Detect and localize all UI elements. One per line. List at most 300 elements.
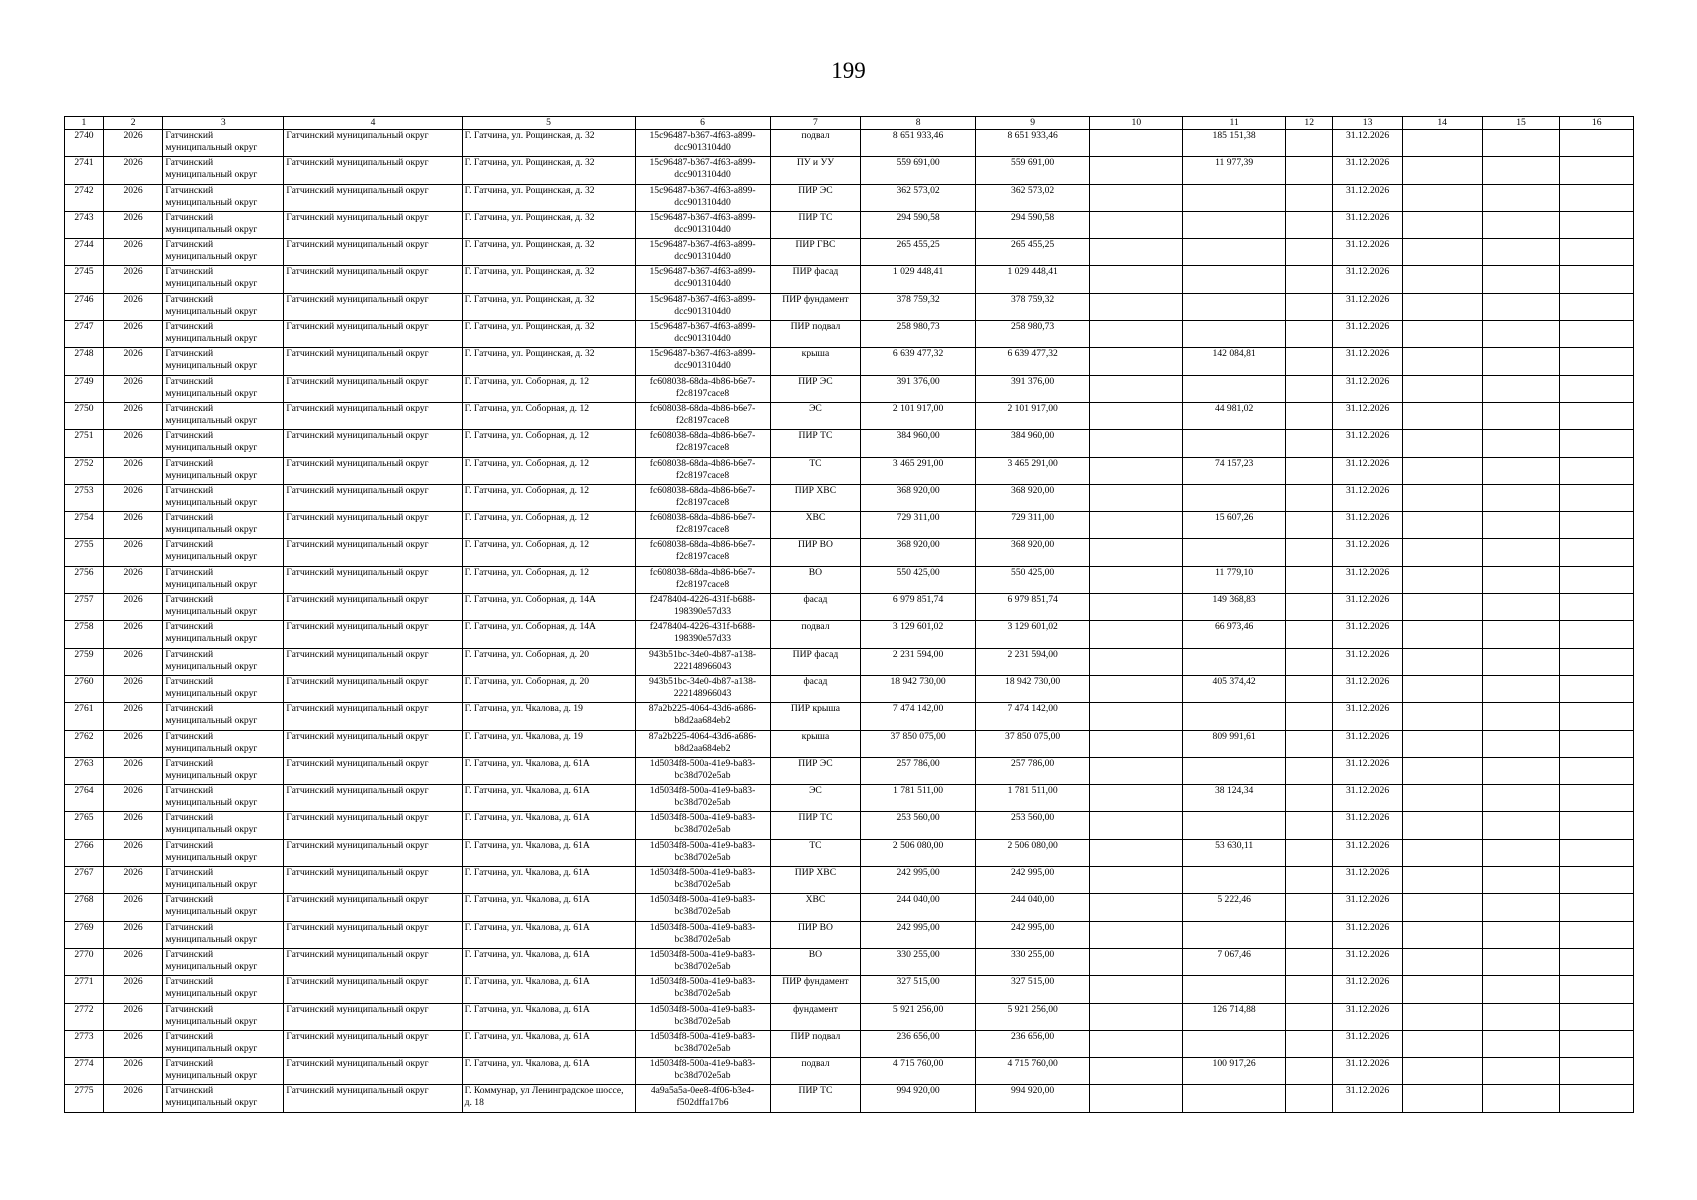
cell-col-8: 6 979 851,74 [861, 594, 976, 621]
cell-col-7: ТС [770, 457, 861, 484]
cell-col-15 [1482, 703, 1560, 730]
cell-col-13: 31.12.2026 [1333, 321, 1402, 348]
cell-col-5: Г. Гатчина, ул. Соборная, д. 20 [462, 648, 635, 675]
cell-col-12 [1285, 321, 1333, 348]
cell-col-7: ПИР ЭС [770, 757, 861, 784]
cell-col-5: Г. Гатчина, ул. Рощинская, д. 32 [462, 211, 635, 238]
cell-col-2: 2026 [103, 948, 162, 975]
cell-col-16 [1560, 621, 1634, 648]
cell-col-1: 2742 [65, 184, 104, 211]
table-row [65, 430, 1634, 457]
cell-col-7: ПИР ХВС [770, 484, 861, 511]
cell-col-5: Г. Гатчина, ул. Рощинская, д. 32 [462, 239, 635, 266]
cell-col-14 [1402, 484, 1482, 511]
table-row [65, 1058, 1634, 1085]
cell-col-9: 6 639 477,32 [975, 348, 1090, 375]
cell-col-5: Г. Гатчина, ул. Чкалова, д. 61А [462, 976, 635, 1003]
cell-col-9: 384 960,00 [975, 430, 1090, 457]
cell-col-5: Г. Гатчина, ул. Соборная, д. 14А [462, 594, 635, 621]
cell-col-10 [1090, 239, 1183, 266]
cell-col-4: Гатчинский муниципальный округ [284, 239, 462, 266]
cell-col-4: Гатчинский муниципальный округ [284, 621, 462, 648]
cell-col-9: 391 376,00 [975, 375, 1090, 402]
cell-col-3: Гатчинский муниципальный округ [163, 703, 284, 730]
cell-col-8: 2 231 594,00 [861, 648, 976, 675]
cell-col-16 [1560, 293, 1634, 320]
cell-col-10 [1090, 812, 1183, 839]
cell-col-16 [1560, 566, 1634, 593]
table-row [65, 539, 1634, 566]
cell-col-14 [1402, 867, 1482, 894]
cell-col-13: 31.12.2026 [1333, 293, 1402, 320]
cell-col-14 [1402, 894, 1482, 921]
cell-col-13: 31.12.2026 [1333, 976, 1402, 1003]
table-row [65, 1003, 1634, 1030]
cell-col-9: 4 715 760,00 [975, 1058, 1090, 1085]
cell-col-10 [1090, 184, 1183, 211]
cell-col-16 [1560, 130, 1634, 157]
cell-col-8: 362 573,02 [861, 184, 976, 211]
cell-col-15 [1482, 1030, 1560, 1057]
cell-col-15 [1482, 321, 1560, 348]
cell-col-3: Гатчинский муниципальный округ [163, 430, 284, 457]
cell-col-1: 2750 [65, 402, 104, 429]
cell-col-1: 2759 [65, 648, 104, 675]
column-header-13: 13 [1333, 117, 1402, 130]
cell-col-7: ПИР ТС [770, 812, 861, 839]
cell-col-2: 2026 [103, 839, 162, 866]
cell-col-11: 53 630,11 [1183, 839, 1286, 866]
cell-col-9: 1 781 511,00 [975, 785, 1090, 812]
cell-col-13: 31.12.2026 [1333, 948, 1402, 975]
cell-col-10 [1090, 457, 1183, 484]
cell-col-1: 2773 [65, 1030, 104, 1057]
cell-col-16 [1560, 757, 1634, 784]
cell-col-4: Гатчинский муниципальный округ [284, 785, 462, 812]
cell-col-15 [1482, 157, 1560, 184]
cell-col-9: 257 786,00 [975, 757, 1090, 784]
cell-col-1: 2748 [65, 348, 104, 375]
cell-col-11 [1183, 757, 1286, 784]
cell-col-4: Гатчинский муниципальный округ [284, 867, 462, 894]
cell-col-16 [1560, 512, 1634, 539]
cell-col-5: Г. Гатчина, ул. Чкалова, д. 61А [462, 1003, 635, 1030]
cell-col-3: Гатчинский муниципальный округ [163, 239, 284, 266]
cell-col-12 [1285, 457, 1333, 484]
column-header-14: 14 [1402, 117, 1482, 130]
cell-col-5: Г. Гатчина, ул. Соборная, д. 12 [462, 457, 635, 484]
cell-col-14 [1402, 457, 1482, 484]
cell-col-7: ПИР фасад [770, 648, 861, 675]
cell-col-3: Гатчинский муниципальный округ [163, 1003, 284, 1030]
table-row [65, 1085, 1634, 1112]
cell-col-7: ХВС [770, 512, 861, 539]
cell-col-11 [1183, 484, 1286, 511]
cell-col-1: 2767 [65, 867, 104, 894]
column-header-10: 10 [1090, 117, 1183, 130]
cell-col-12 [1285, 184, 1333, 211]
cell-col-4: Гатчинский муниципальный округ [284, 894, 462, 921]
cell-col-2: 2026 [103, 1058, 162, 1085]
cell-col-8: 3 129 601,02 [861, 621, 976, 648]
cell-col-6: fc608038-68da-4b86-b6e7-f2c8197cace8 [635, 566, 770, 593]
cell-col-7: ПИР ВО [770, 539, 861, 566]
cell-col-4: Гатчинский муниципальный округ [284, 839, 462, 866]
cell-col-2: 2026 [103, 566, 162, 593]
cell-col-9: 1 029 448,41 [975, 266, 1090, 293]
cell-col-9: 3 465 291,00 [975, 457, 1090, 484]
cell-col-10 [1090, 1085, 1183, 1112]
cell-col-9: 253 560,00 [975, 812, 1090, 839]
cell-col-9: 18 942 730,00 [975, 675, 1090, 702]
cell-col-11 [1183, 211, 1286, 238]
cell-col-2: 2026 [103, 157, 162, 184]
cell-col-2: 2026 [103, 512, 162, 539]
cell-col-5: Г. Гатчина, ул. Соборная, д. 12 [462, 512, 635, 539]
cell-col-10 [1090, 730, 1183, 757]
cell-col-15 [1482, 594, 1560, 621]
cell-col-15 [1482, 621, 1560, 648]
cell-col-1: 2746 [65, 293, 104, 320]
cell-col-2: 2026 [103, 375, 162, 402]
cell-col-5: Г. Гатчина, ул. Соборная, д. 12 [462, 484, 635, 511]
cell-col-14 [1402, 839, 1482, 866]
column-header-6: 6 [635, 117, 770, 130]
cell-col-15 [1482, 757, 1560, 784]
cell-col-11: 142 084,81 [1183, 348, 1286, 375]
column-header-3: 3 [163, 117, 284, 130]
cell-col-5: Г. Гатчина, ул. Чкалова, д. 61А [462, 1058, 635, 1085]
cell-col-11: 126 714,88 [1183, 1003, 1286, 1030]
cell-col-12 [1285, 812, 1333, 839]
cell-col-9: 236 656,00 [975, 1030, 1090, 1057]
cell-col-13: 31.12.2026 [1333, 812, 1402, 839]
cell-col-10 [1090, 211, 1183, 238]
cell-col-3: Гатчинский муниципальный округ [163, 976, 284, 1003]
cell-col-1: 2753 [65, 484, 104, 511]
table-row [65, 812, 1634, 839]
table-row [65, 402, 1634, 429]
table-row [65, 785, 1634, 812]
cell-col-1: 2757 [65, 594, 104, 621]
column-header-4: 4 [284, 117, 462, 130]
cell-col-14 [1402, 1003, 1482, 1030]
cell-col-9: 2 506 080,00 [975, 839, 1090, 866]
cell-col-15 [1482, 539, 1560, 566]
cell-col-5: Г. Гатчина, ул. Чкалова, д. 61А [462, 867, 635, 894]
cell-col-8: 242 995,00 [861, 921, 976, 948]
cell-col-3: Гатчинский муниципальный округ [163, 157, 284, 184]
cell-col-9: 6 979 851,74 [975, 594, 1090, 621]
cell-col-6: fc608038-68da-4b86-b6e7-f2c8197cace8 [635, 402, 770, 429]
cell-col-4: Гатчинский муниципальный округ [284, 348, 462, 375]
cell-col-7: ПИР фундамент [770, 293, 861, 320]
cell-col-7: подвал [770, 621, 861, 648]
cell-col-13: 31.12.2026 [1333, 894, 1402, 921]
cell-col-16 [1560, 594, 1634, 621]
cell-col-12 [1285, 157, 1333, 184]
cell-col-15 [1482, 348, 1560, 375]
cell-col-14 [1402, 675, 1482, 702]
cell-col-12 [1285, 293, 1333, 320]
cell-col-12 [1285, 130, 1333, 157]
column-header-11: 11 [1183, 117, 1286, 130]
cell-col-2: 2026 [103, 1030, 162, 1057]
cell-col-5: Г. Гатчина, ул. Чкалова, д. 61А [462, 839, 635, 866]
cell-col-4: Гатчинский муниципальный округ [284, 402, 462, 429]
cell-col-1: 2751 [65, 430, 104, 457]
table-row [65, 130, 1634, 157]
cell-col-12 [1285, 594, 1333, 621]
cell-col-4: Гатчинский муниципальный округ [284, 130, 462, 157]
cell-col-14 [1402, 976, 1482, 1003]
cell-col-15 [1482, 402, 1560, 429]
cell-col-7: ПИР крыша [770, 703, 861, 730]
column-header-7: 7 [770, 117, 861, 130]
cell-col-16 [1560, 894, 1634, 921]
table-row [65, 484, 1634, 511]
cell-col-2: 2026 [103, 239, 162, 266]
cell-col-11 [1183, 375, 1286, 402]
cell-col-1: 2769 [65, 921, 104, 948]
cell-col-15 [1482, 266, 1560, 293]
cell-col-6: fc608038-68da-4b86-b6e7-f2c8197cace8 [635, 539, 770, 566]
cell-col-3: Гатчинский муниципальный округ [163, 1030, 284, 1057]
cell-col-4: Гатчинский муниципальный округ [284, 1030, 462, 1057]
cell-col-8: 384 960,00 [861, 430, 976, 457]
cell-col-15 [1482, 1058, 1560, 1085]
cell-col-15 [1482, 839, 1560, 866]
cell-col-12 [1285, 648, 1333, 675]
cell-col-14 [1402, 430, 1482, 457]
cell-col-9: 242 995,00 [975, 921, 1090, 948]
table-row [65, 594, 1634, 621]
cell-col-11: 149 368,83 [1183, 594, 1286, 621]
cell-col-2: 2026 [103, 648, 162, 675]
cell-col-4: Гатчинский муниципальный округ [284, 539, 462, 566]
cell-col-8: 559 691,00 [861, 157, 976, 184]
cell-col-13: 31.12.2026 [1333, 785, 1402, 812]
cell-col-7: ПУ и УУ [770, 157, 861, 184]
cell-col-1: 2749 [65, 375, 104, 402]
cell-col-3: Гатчинский муниципальный округ [163, 757, 284, 784]
cell-col-14 [1402, 402, 1482, 429]
cell-col-7: ВО [770, 566, 861, 593]
cell-col-4: Гатчинский муниципальный округ [284, 1058, 462, 1085]
cell-col-6: 1d5034f8-500a-41e9-ba83-bc38d702e5ab [635, 812, 770, 839]
cell-col-3: Гатчинский муниципальный округ [163, 675, 284, 702]
table-row [65, 239, 1634, 266]
cell-col-16 [1560, 839, 1634, 866]
cell-col-1: 2758 [65, 621, 104, 648]
table-row [65, 948, 1634, 975]
cell-col-6: 87a2b225-4064-43d6-a686-b8d2aa684eb2 [635, 703, 770, 730]
cell-col-16 [1560, 375, 1634, 402]
cell-col-2: 2026 [103, 730, 162, 757]
cell-col-13: 31.12.2026 [1333, 239, 1402, 266]
cell-col-16 [1560, 348, 1634, 375]
cell-col-15 [1482, 867, 1560, 894]
cell-col-9: 368 920,00 [975, 539, 1090, 566]
cell-col-3: Гатчинский муниципальный округ [163, 948, 284, 975]
column-header-12: 12 [1285, 117, 1333, 130]
cell-col-12 [1285, 566, 1333, 593]
cell-col-12 [1285, 375, 1333, 402]
cell-col-5: Г. Гатчина, ул. Рощинская, д. 32 [462, 321, 635, 348]
cell-col-14 [1402, 921, 1482, 948]
cell-col-14 [1402, 1030, 1482, 1057]
cell-col-4: Гатчинский муниципальный округ [284, 1003, 462, 1030]
cell-col-8: 8 651 933,46 [861, 130, 976, 157]
cell-col-5: Г. Гатчина, ул. Рощинская, д. 32 [462, 130, 635, 157]
cell-col-1: 2760 [65, 675, 104, 702]
cell-col-8: 330 255,00 [861, 948, 976, 975]
cell-col-12 [1285, 1058, 1333, 1085]
cell-col-14 [1402, 594, 1482, 621]
cell-col-2: 2026 [103, 675, 162, 702]
cell-col-9: 330 255,00 [975, 948, 1090, 975]
cell-col-3: Гатчинский муниципальный округ [163, 375, 284, 402]
cell-col-16 [1560, 1030, 1634, 1057]
cell-col-13: 31.12.2026 [1333, 648, 1402, 675]
cell-col-1: 2740 [65, 130, 104, 157]
cell-col-7: ПИР ТС [770, 1085, 861, 1112]
cell-col-7: ПИР подвал [770, 1030, 861, 1057]
cell-col-8: 244 040,00 [861, 894, 976, 921]
cell-col-8: 378 759,32 [861, 293, 976, 320]
cell-col-13: 31.12.2026 [1333, 484, 1402, 511]
cell-col-1: 2764 [65, 785, 104, 812]
cell-col-5: Г. Гатчина, ул. Рощинская, д. 32 [462, 157, 635, 184]
column-header-1: 1 [65, 117, 104, 130]
cell-col-15 [1482, 812, 1560, 839]
cell-col-12 [1285, 675, 1333, 702]
cell-col-5: Г. Коммунар, ул Ленинградское шоссе, д. 18 [462, 1085, 635, 1112]
cell-col-7: ПИР ТС [770, 430, 861, 457]
cell-col-2: 2026 [103, 430, 162, 457]
cell-col-16 [1560, 239, 1634, 266]
cell-col-10 [1090, 375, 1183, 402]
cell-col-12 [1285, 402, 1333, 429]
cell-col-15 [1482, 293, 1560, 320]
cell-col-13: 31.12.2026 [1333, 839, 1402, 866]
cell-col-6: 1d5034f8-500a-41e9-ba83-bc38d702e5ab [635, 976, 770, 1003]
cell-col-13: 31.12.2026 [1333, 430, 1402, 457]
cell-col-8: 391 376,00 [861, 375, 976, 402]
cell-col-2: 2026 [103, 594, 162, 621]
table-row [65, 703, 1634, 730]
cell-col-11: 66 973,46 [1183, 621, 1286, 648]
cell-col-5: Г. Гатчина, ул. Чкалова, д. 61А [462, 948, 635, 975]
cell-col-4: Гатчинский муниципальный округ [284, 457, 462, 484]
cell-col-1: 2762 [65, 730, 104, 757]
cell-col-10 [1090, 948, 1183, 975]
cell-col-10 [1090, 130, 1183, 157]
cell-col-12 [1285, 785, 1333, 812]
cell-col-13: 31.12.2026 [1333, 757, 1402, 784]
cell-col-7: ПИР ГВС [770, 239, 861, 266]
cell-col-1: 2763 [65, 757, 104, 784]
cell-col-1: 2752 [65, 457, 104, 484]
cell-col-11 [1183, 266, 1286, 293]
cell-col-4: Гатчинский муниципальный округ [284, 948, 462, 975]
cell-col-11 [1183, 321, 1286, 348]
cell-col-16 [1560, 321, 1634, 348]
cell-col-3: Гатчинский муниципальный округ [163, 730, 284, 757]
cell-col-13: 31.12.2026 [1333, 157, 1402, 184]
cell-col-1: 2770 [65, 948, 104, 975]
cell-col-1: 2761 [65, 703, 104, 730]
cell-col-4: Гатчинский муниципальный округ [284, 157, 462, 184]
cell-col-16 [1560, 675, 1634, 702]
column-header-2: 2 [103, 117, 162, 130]
cell-col-13: 31.12.2026 [1333, 1003, 1402, 1030]
cell-col-6: 15c96487-b367-4f63-a899-dcc9013104d0 [635, 348, 770, 375]
cell-col-1: 2765 [65, 812, 104, 839]
cell-col-9: 265 455,25 [975, 239, 1090, 266]
cell-col-13: 31.12.2026 [1333, 375, 1402, 402]
cell-col-12 [1285, 512, 1333, 539]
cell-col-8: 327 515,00 [861, 976, 976, 1003]
cell-col-15 [1482, 239, 1560, 266]
cell-col-14 [1402, 266, 1482, 293]
cell-col-5: Г. Гатчина, ул. Чкалова, д. 61А [462, 1030, 635, 1057]
cell-col-14 [1402, 375, 1482, 402]
cell-col-2: 2026 [103, 184, 162, 211]
cell-col-11: 11 977,39 [1183, 157, 1286, 184]
table-row [65, 1030, 1634, 1057]
cell-col-14 [1402, 785, 1482, 812]
cell-col-9: 327 515,00 [975, 976, 1090, 1003]
cell-col-3: Гатчинский муниципальный округ [163, 130, 284, 157]
cell-col-15 [1482, 1085, 1560, 1112]
cell-col-13: 31.12.2026 [1333, 703, 1402, 730]
cell-col-14 [1402, 348, 1482, 375]
cell-col-8: 729 311,00 [861, 512, 976, 539]
column-header-5: 5 [462, 117, 635, 130]
cell-col-12 [1285, 703, 1333, 730]
table-row [65, 730, 1634, 757]
cell-col-16 [1560, 1085, 1634, 1112]
table-row [65, 457, 1634, 484]
cell-col-14 [1402, 730, 1482, 757]
cell-col-2: 2026 [103, 293, 162, 320]
cell-col-7: фундамент [770, 1003, 861, 1030]
cell-col-8: 5 921 256,00 [861, 1003, 976, 1030]
cell-col-8: 368 920,00 [861, 539, 976, 566]
cell-col-6: 1d5034f8-500a-41e9-ba83-bc38d702e5ab [635, 948, 770, 975]
cell-col-9: 368 920,00 [975, 484, 1090, 511]
cell-col-11: 74 157,23 [1183, 457, 1286, 484]
cell-col-6: 1d5034f8-500a-41e9-ba83-bc38d702e5ab [635, 1058, 770, 1085]
cell-col-4: Гатчинский муниципальный округ [284, 266, 462, 293]
cell-col-16 [1560, 402, 1634, 429]
cell-col-16 [1560, 157, 1634, 184]
cell-col-3: Гатчинский муниципальный округ [163, 457, 284, 484]
cell-col-11: 185 151,38 [1183, 130, 1286, 157]
cell-col-9: 3 129 601,02 [975, 621, 1090, 648]
cell-col-11: 11 779,10 [1183, 566, 1286, 593]
cell-col-11: 100 917,26 [1183, 1058, 1286, 1085]
table-row [65, 321, 1634, 348]
cell-col-6: fc608038-68da-4b86-b6e7-f2c8197cace8 [635, 430, 770, 457]
cell-col-11: 405 374,42 [1183, 675, 1286, 702]
cell-col-3: Гатчинский муниципальный округ [163, 894, 284, 921]
cell-col-7: крыша [770, 730, 861, 757]
cell-col-16 [1560, 867, 1634, 894]
cell-col-4: Гатчинский муниципальный округ [284, 211, 462, 238]
cell-col-8: 236 656,00 [861, 1030, 976, 1057]
